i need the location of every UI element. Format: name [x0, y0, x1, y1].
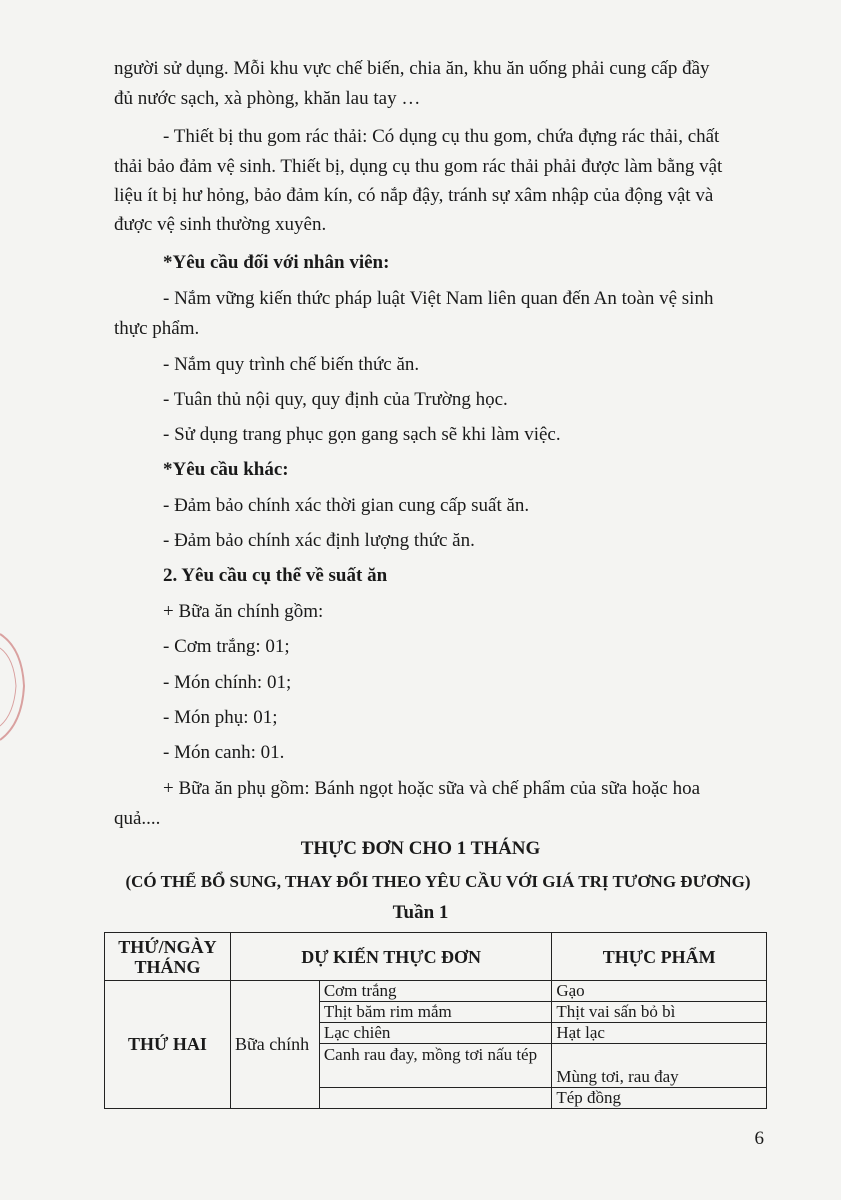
waste-line-3: liệu ít bị hư hỏng, bảo đảm kín, có nắp đậy, tránh sự xâm nhập của động vật và [114, 185, 714, 206]
staff-item-1-line-2: thực phẩm. [114, 318, 200, 339]
ingredient-cell: Mùng tơi, rau đay [552, 1044, 767, 1088]
stamp-fragment-icon [0, 628, 26, 746]
menu-table [104, 932, 767, 1109]
staff-heading: *Yêu cầu đối với nhân viên: [163, 252, 390, 273]
snack-line-2: quả.... [114, 808, 161, 829]
ingredient-cell: Tép đồng [552, 1088, 767, 1109]
other-heading: *Yêu cầu khác: [163, 459, 289, 480]
rice-line: - Cơm trắng: 01; [163, 636, 290, 657]
intro-line-1: người sử dụng. Mỗi khu vực chế biến, chia ăn, khu ăn uống phải cung cấp đầy [114, 58, 710, 79]
other-item-2: - Đảm bảo chính xác định lượng thức ăn. [163, 530, 475, 551]
header-day [105, 933, 231, 981]
staff-item-1-line-1: - Nắm vững kiến thức pháp luật Việt Nam liên quan đến An toàn vệ sinh [163, 288, 714, 309]
header-day-line-2: THÁNG [134, 956, 201, 977]
header-food: THỰC PHẨM [552, 933, 767, 981]
week-label: Tuần 1 [392, 902, 449, 923]
intro-line-2: đủ nước sạch, xà phòng, khăn lau tay … [114, 88, 421, 109]
main-meal-line: + Bữa ăn chính gồm: [163, 601, 324, 622]
dish-cell: Cơm trắng [319, 981, 552, 1002]
day-cell: THỨ HAI [105, 981, 231, 1109]
staff-item-3: - Tuân thủ nội quy, quy định của Trường học. [163, 389, 508, 410]
header-day-line-1: THỨ/NGÀY [118, 936, 217, 957]
ingredient-cell: Hạt lạc [552, 1023, 767, 1044]
menu-table-header-row [105, 933, 767, 981]
soup-line: - Món canh: 01. [163, 742, 285, 763]
side-dish-line: - Món phụ: 01; [163, 707, 278, 728]
waste-line-2: thải bảo đảm vệ sinh. Thiết bị, dụng cụ thu gom rác thải phải được làm bằng vật [114, 156, 723, 177]
table-row [105, 981, 767, 1002]
menu-title: THỰC ĐƠN CHO 1 THÁNG [300, 838, 541, 859]
staff-item-2: - Nắm quy trình chế biến thức ăn. [163, 354, 420, 375]
dish-cell: Thịt băm rim mắm [319, 1002, 552, 1023]
other-item-1: - Đảm bảo chính xác thời gian cung cấp suất ăn. [163, 495, 530, 516]
ingredient-cell: Gạo [552, 981, 767, 1002]
waste-line-1: - Thiết bị thu gom rác thải: Có dụng cụ thu gom, chứa đựng rác thải, chất [163, 126, 720, 147]
dish-cell: Lạc chiên [319, 1023, 552, 1044]
meal-cell: Bữa chính [230, 981, 319, 1109]
dish-cell [319, 1088, 552, 1109]
page-number: 6 [754, 1128, 764, 1149]
menu-subtitle: (CÓ THỂ BỔ SUNG, THAY ĐỔI THEO YÊU CẦU VỚI GIÁ TRỊ TƯƠNG ĐƯƠNG) [125, 872, 751, 891]
main-dish-line: - Món chính: 01; [163, 672, 292, 693]
staff-item-4: - Sử dụng trang phục gọn gang sạch sẽ khi làm việc. [163, 424, 561, 445]
snack-line-1: + Bữa ăn phụ gồm: Bánh ngọt hoặc sữa và chế phẩm của sữa hoặc hoa [163, 778, 701, 799]
ingredient-cell: Thịt vai sấn bỏ bì [552, 1002, 767, 1023]
specific-heading: 2. Yêu cầu cụ thể về suất ăn [163, 565, 388, 586]
dish-cell: Canh rau đay, mồng tơi nấu tép [319, 1044, 552, 1088]
header-planned-menu: DỰ KIẾN THỰC ĐƠN [230, 933, 551, 981]
waste-line-4: được vệ sinh thường xuyên. [114, 214, 327, 235]
